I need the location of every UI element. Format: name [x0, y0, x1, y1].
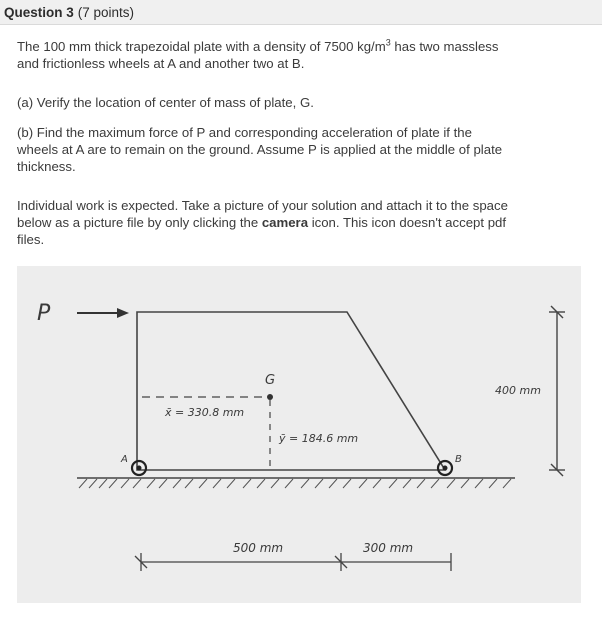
centroid-label: G — [265, 373, 276, 388]
question-points: (7 points) — [77, 4, 135, 20]
point-a-label: A — [121, 454, 128, 465]
part-a-paragraph: (a) Verify the location of center of mass of plate, G. — [17, 95, 314, 110]
base-dimension — [135, 553, 451, 571]
height-label: 400 mm — [495, 384, 541, 397]
x-bar-label: x̄ = 330.8 mm — [165, 406, 245, 419]
intro-paragraph: The 100 mm thick trapezoidal plate with a density of 7500 $kg/m^3$ has two massless and frictionless wheels at A and another two at B. — [17, 37, 499, 71]
wheel-b — [438, 461, 452, 475]
y-bar-label: ȳ = 184.6 mm — [279, 432, 359, 445]
question-header — [0, 0, 602, 25]
slope-label: 300 mm — [363, 541, 414, 555]
trapezoid-plate — [137, 312, 445, 470]
instructions-paragraph: Individual work is expected. Take a picture of your solution and attach it to the space below as a picture file by only clicking the camera icon. This icon doesn't accept pdf files. — [17, 198, 508, 247]
problem-figure — [17, 266, 581, 603]
force-label: P — [37, 301, 51, 326]
centroid-dot — [267, 394, 273, 400]
part-b-paragraph: (b) Find the maximum force of P and corresponding acceleration of plate if the wheels at A are to remain on the ground. Assume P is applied at the middle of plate thickness. — [17, 125, 503, 174]
height-dimension — [549, 306, 565, 476]
point-b-label: B — [455, 454, 462, 465]
base-label: 500 mm — [233, 541, 284, 555]
wheel-a — [132, 461, 146, 475]
camera-word: camera — [261, 215, 309, 230]
question-title: Question 3 — [4, 4, 74, 20]
force-arrow — [77, 308, 129, 318]
